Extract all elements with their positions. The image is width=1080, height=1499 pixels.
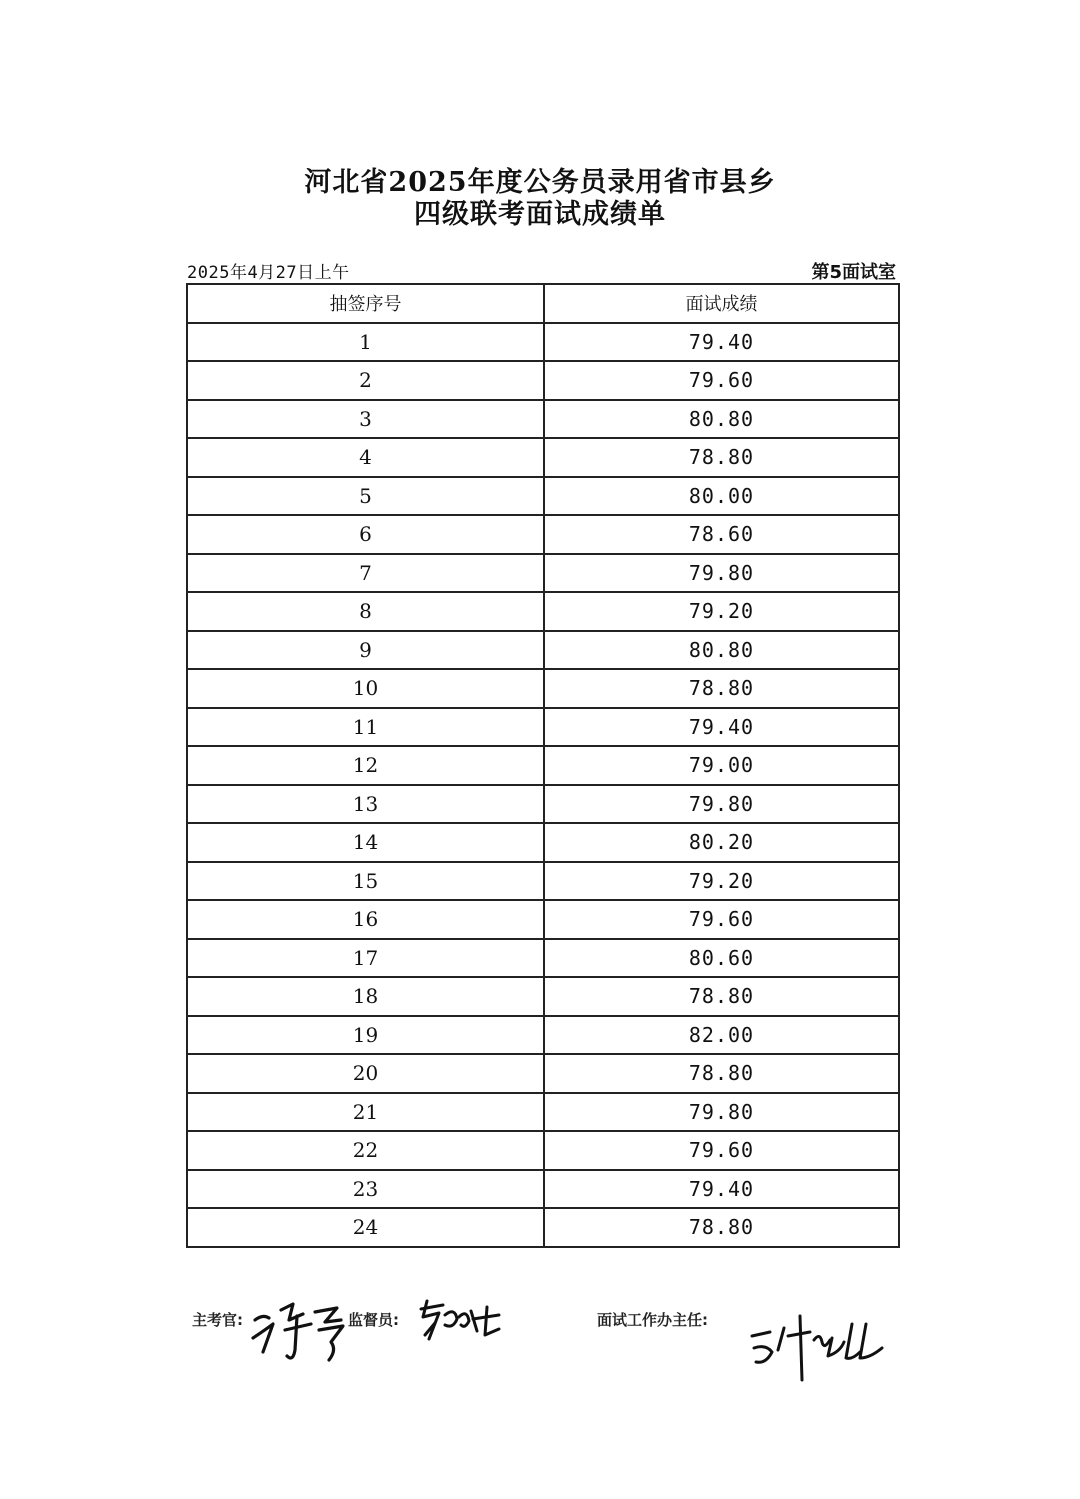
table-row xyxy=(187,400,899,439)
score-cell: 79.20 xyxy=(544,592,899,631)
draw-number-cell: 9 xyxy=(187,631,544,670)
draw-number-cell: 22 xyxy=(187,1131,544,1170)
draw-number-cell: 2 xyxy=(187,361,544,400)
draw-number-cell: 24 xyxy=(187,1208,544,1247)
score-cell: 79.60 xyxy=(544,900,899,939)
table-row xyxy=(187,1170,899,1209)
supervisor-label: 监督员: xyxy=(348,1311,399,1329)
table-row xyxy=(187,977,899,1016)
draw-number-cell: 19 xyxy=(187,1016,544,1055)
score-cell: 79.40 xyxy=(544,323,899,362)
table-row xyxy=(187,1054,899,1093)
draw-number-cell: 12 xyxy=(187,746,544,785)
score-cell: 80.60 xyxy=(544,939,899,978)
document-title-line1: 河北省2025年度公务员录用省市县乡 xyxy=(304,167,776,198)
score-cell: 79.00 xyxy=(544,746,899,785)
draw-number-cell: 1 xyxy=(187,323,544,362)
draw-number-cell: 16 xyxy=(187,900,544,939)
score-table xyxy=(186,283,900,1248)
supervisor-signature xyxy=(415,1295,505,1355)
score-cell: 80.80 xyxy=(544,400,899,439)
draw-number-cell: 11 xyxy=(187,708,544,747)
director-signature xyxy=(748,1310,888,1390)
draw-number-cell: 4 xyxy=(187,438,544,477)
table-row xyxy=(187,592,899,631)
document-title-line2: 四级联考面试成绩单 xyxy=(414,199,666,230)
examiner-label: 主考官: xyxy=(192,1311,243,1329)
table-row xyxy=(187,669,899,708)
score-cell: 82.00 xyxy=(544,1016,899,1055)
table-row xyxy=(187,1208,899,1247)
score-cell: 79.80 xyxy=(544,554,899,593)
score-cell: 79.60 xyxy=(544,1131,899,1170)
score-table-body xyxy=(187,323,899,1247)
table-row xyxy=(187,823,899,862)
score-cell: 79.20 xyxy=(544,862,899,901)
score-cell: 79.60 xyxy=(544,361,899,400)
table-row xyxy=(187,1016,899,1055)
draw-number-cell: 8 xyxy=(187,592,544,631)
table-row xyxy=(187,1131,899,1170)
draw-number-cell: 17 xyxy=(187,939,544,978)
table-row xyxy=(187,438,899,477)
table-row xyxy=(187,361,899,400)
table-row xyxy=(187,708,899,747)
table-row xyxy=(187,323,899,362)
table-row xyxy=(187,631,899,670)
score-cell: 79.40 xyxy=(544,1170,899,1209)
table-row xyxy=(187,477,899,516)
score-cell: 80.20 xyxy=(544,823,899,862)
score-cell: 78.80 xyxy=(544,1208,899,1247)
draw-number-cell: 7 xyxy=(187,554,544,593)
table-row xyxy=(187,900,899,939)
draw-number-cell: 6 xyxy=(187,515,544,554)
table-row xyxy=(187,554,899,593)
table-row xyxy=(187,746,899,785)
score-cell: 79.40 xyxy=(544,708,899,747)
score-cell: 79.80 xyxy=(544,785,899,824)
table-row xyxy=(187,1093,899,1132)
table-header-row xyxy=(187,284,899,323)
draw-number-cell: 10 xyxy=(187,669,544,708)
draw-number-cell: 21 xyxy=(187,1093,544,1132)
table-row xyxy=(187,939,899,978)
score-cell: 78.80 xyxy=(544,977,899,1016)
score-cell: 78.80 xyxy=(544,438,899,477)
draw-number-cell: 23 xyxy=(187,1170,544,1209)
draw-number-cell: 5 xyxy=(187,477,544,516)
table-row xyxy=(187,862,899,901)
table-row xyxy=(187,785,899,824)
draw-number-cell: 18 xyxy=(187,977,544,1016)
draw-number-cell: 20 xyxy=(187,1054,544,1093)
score-cell: 79.80 xyxy=(544,1093,899,1132)
column-header-score: 面试成绩 xyxy=(544,284,899,323)
column-header-draw-number: 抽签序号 xyxy=(187,284,544,323)
score-cell: 80.00 xyxy=(544,477,899,516)
score-cell: 78.80 xyxy=(544,669,899,708)
draw-number-cell: 14 xyxy=(187,823,544,862)
draw-number-cell: 15 xyxy=(187,862,544,901)
score-cell: 78.80 xyxy=(544,1054,899,1093)
examiner-signature xyxy=(245,1290,355,1370)
score-cell: 78.60 xyxy=(544,515,899,554)
score-cell: 80.80 xyxy=(544,631,899,670)
director-label: 面试工作办主任: xyxy=(597,1311,708,1329)
exam-room: 第5面试室 xyxy=(811,262,896,283)
draw-number-cell: 3 xyxy=(187,400,544,439)
draw-number-cell: 13 xyxy=(187,785,544,824)
table-row xyxy=(187,515,899,554)
exam-date: 2025年4月27日上午 xyxy=(187,263,350,283)
